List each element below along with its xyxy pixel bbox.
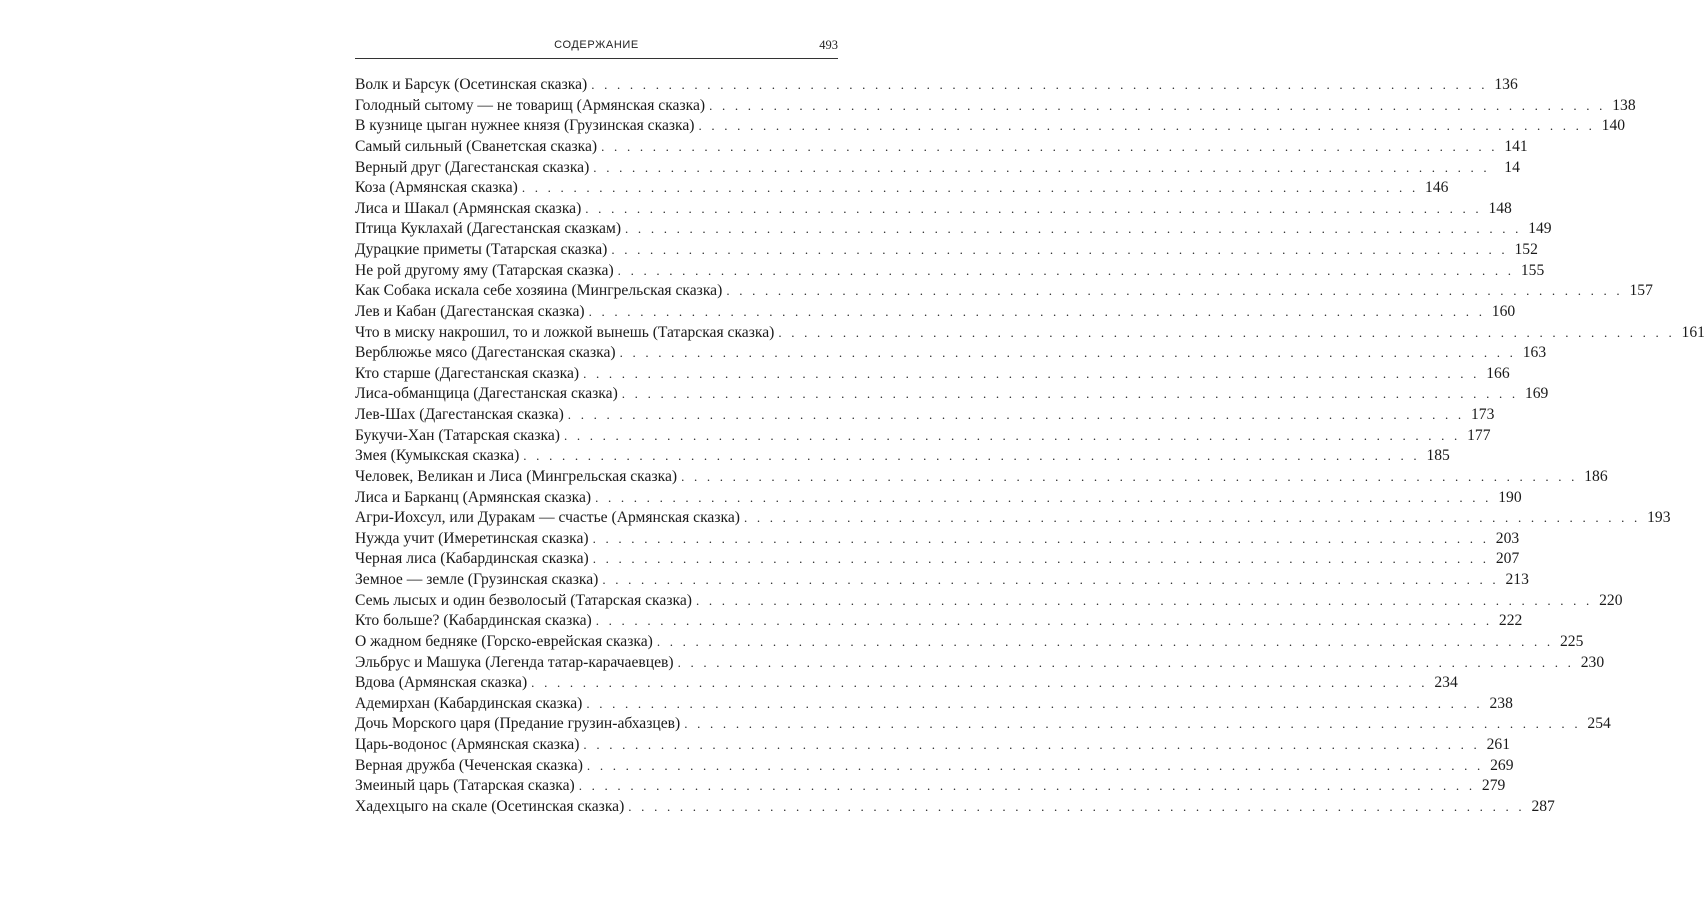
toc-entry-title: Змеиный царь (Татарская сказка)	[355, 777, 575, 795]
toc-entry	[355, 591, 1623, 612]
toc-entry-page: 193	[1647, 509, 1671, 527]
dot-leader	[585, 199, 1482, 220]
toc-entry	[355, 467, 1608, 488]
toc-entry-title: Нужда учит (Имеретинская сказка)	[355, 529, 589, 547]
section-title: СОДЕРЖАНИЕ	[554, 39, 639, 51]
dot-leader	[593, 529, 1490, 550]
toc-entry-page: 269	[1490, 756, 1514, 774]
toc-entry-title: Букучи-Хан (Татарская сказка)	[355, 426, 560, 444]
toc-entry-page: 238	[1489, 694, 1513, 712]
toc-entry-page: 14	[1504, 158, 1520, 176]
dot-leader	[531, 673, 1428, 694]
toc-entry	[355, 694, 1513, 715]
dot-leader	[564, 426, 1461, 447]
toc-entry-page: 160	[1491, 302, 1516, 320]
dot-leader	[628, 797, 1525, 818]
toc-entry	[355, 261, 1545, 282]
page-number: 493	[819, 38, 838, 52]
dot-leader	[618, 261, 1515, 282]
toc-entry	[355, 96, 1636, 117]
toc-entry-page: 287	[1531, 797, 1555, 815]
toc-entry-page: 230	[1580, 653, 1605, 671]
dot-leader	[611, 240, 1508, 261]
toc-entry	[355, 240, 1538, 261]
toc-entry	[355, 199, 1512, 220]
toc-entry-page: 225	[1560, 632, 1584, 650]
dot-leader	[681, 467, 1578, 488]
dot-leader	[593, 549, 1490, 570]
toc-entry	[355, 426, 1491, 447]
toc-entry-title: Верная дружба (Чеченская сказка)	[355, 756, 583, 774]
dot-leader	[726, 281, 1623, 302]
toc-entry-page: 186	[1584, 467, 1608, 485]
toc-entry-title: Человек, Великан и Лиса (Мингрельская сказка)	[355, 467, 678, 485]
toc-entry-title: Хадехцыго на скале (Осетинская сказка)	[355, 797, 625, 815]
toc-entry-page: 166	[1486, 364, 1510, 382]
dot-leader	[678, 653, 1575, 674]
toc-entry-title: Семь лысых и один безволосый (Татарская сказка)	[355, 591, 692, 609]
toc-entry	[355, 364, 1510, 385]
toc-entry	[355, 611, 1523, 632]
toc-entry-title: Верблюжье мясо (Дагестанская сказка)	[355, 344, 616, 362]
toc-entry-page: 169	[1524, 385, 1549, 403]
toc-entry-title: Верный друг (Дагестанская сказка)	[355, 158, 590, 176]
dot-leader	[589, 302, 1486, 323]
toc-entry-title: Эльбрус и Машука (Легенда татар-карачаевцев)	[355, 653, 674, 671]
toc-entry-page: 177	[1467, 426, 1491, 444]
toc-entry-title: Змея (Кумыкская сказка)	[355, 447, 520, 465]
dot-leader	[620, 343, 1517, 364]
toc-entry-title: Царь-водонос (Армянская сказка)	[355, 736, 580, 753]
toc-entry-page: 148	[1488, 199, 1512, 217]
toc-entry	[355, 323, 1705, 344]
toc-entry-title: Лиса-обманщица (Дагестанская сказка)	[355, 385, 618, 403]
dot-leader	[657, 632, 1554, 653]
dot-leader	[586, 694, 1483, 715]
toc-entry	[355, 219, 1552, 240]
toc-entry-title: Голодный сытому — не товарищ (Армянская сказка)	[355, 96, 706, 114]
toc-entry-title: Кто больше? (Кабардинская сказка)	[355, 612, 592, 630]
toc-entry-page: 185	[1426, 447, 1450, 465]
running-head	[355, 36, 838, 59]
dot-leader	[583, 735, 1480, 756]
toc-entry-page: 190	[1498, 488, 1522, 506]
toc-entry-title: Что в миску накрошил, то и ложкой вынешь (Татарская сказка)	[355, 323, 775, 341]
toc-entry	[355, 776, 1506, 797]
toc-entry-title: Черная лиса (Кабардинская сказка)	[355, 550, 589, 568]
toc-entry	[355, 549, 1520, 570]
dot-leader	[602, 570, 1499, 591]
dot-leader	[709, 96, 1606, 117]
toc-entry-title: Лиса и Барканц (Армянская сказка)	[355, 488, 592, 506]
table-of-contents	[355, 75, 1705, 818]
toc-entry	[355, 714, 1611, 735]
toc-entry-title: Дурацкие приметы (Татарская сказка)	[355, 241, 608, 258]
toc-entry	[355, 508, 1671, 529]
toc-entry-page: 155	[1520, 261, 1545, 279]
toc-entry-title: В кузнице цыган нужнее князя (Грузинская сказка)	[355, 117, 695, 135]
toc-entry	[355, 570, 1529, 591]
toc-entry-page: 140	[1601, 117, 1626, 135]
dot-leader	[778, 323, 1675, 344]
dot-leader	[696, 591, 1593, 612]
toc-entry-title: Лев-Шах (Дагестанская сказка)	[355, 406, 564, 423]
dot-leader	[684, 714, 1581, 735]
toc-entry	[355, 673, 1458, 694]
dot-leader	[583, 364, 1480, 385]
toc-entry	[355, 735, 1510, 756]
book-page	[355, 36, 1705, 818]
dot-leader	[593, 158, 1490, 179]
toc-entry	[355, 632, 1584, 653]
toc-entry	[355, 281, 1653, 302]
toc-entry-title: Лев и Кабан (Дагестанская сказка)	[355, 302, 585, 320]
toc-entry-title: Адемирхан (Кабардинская сказка)	[355, 694, 583, 712]
toc-entry-page: 254	[1587, 715, 1611, 733]
toc-entry-page: 261	[1486, 736, 1510, 753]
toc-entry-page: 152	[1514, 241, 1538, 258]
toc-entry	[355, 302, 1516, 323]
toc-entry	[355, 116, 1626, 137]
toc-entry-page: 136	[1494, 76, 1518, 93]
toc-entry	[355, 75, 1518, 96]
toc-entry-page: 234	[1434, 674, 1458, 692]
dot-leader	[587, 756, 1484, 777]
toc-entry-page: 163	[1522, 344, 1547, 362]
dot-leader	[625, 219, 1522, 240]
toc-entry-page: 220	[1599, 591, 1623, 609]
toc-entry-title: Вдова (Армянская сказка)	[355, 674, 528, 692]
dot-leader	[601, 137, 1498, 158]
dot-leader	[595, 488, 1492, 509]
toc-entry-page: 149	[1528, 220, 1552, 238]
toc-entry-title: Птица Куклахай (Дагестанская сказкам)	[355, 220, 622, 238]
toc-entry-title: Волк и Барсук (Осетинская сказка)	[355, 76, 588, 93]
toc-entry-page: 157	[1629, 282, 1653, 300]
toc-entry-page: 207	[1495, 550, 1520, 568]
toc-entry-title: Не рой другому яму (Татарская сказка)	[355, 261, 614, 279]
toc-entry-page: 222	[1498, 612, 1523, 630]
dot-leader	[622, 384, 1519, 405]
dot-leader	[744, 508, 1641, 529]
toc-entry-title: Агри-Иохсул, или Дуракам — счастье (Армянская сказка)	[355, 509, 740, 527]
toc-entry	[355, 446, 1450, 467]
dot-leader	[698, 116, 1595, 137]
toc-entry-title: О жадном бедняке (Горско-еврейская сказка)	[355, 632, 653, 650]
toc-entry-title: Лиса и Шакал (Армянская сказка)	[355, 199, 582, 217]
toc-entry-page: 173	[1470, 406, 1495, 423]
toc-entry	[355, 653, 1605, 674]
toc-entry-title: Кто старше (Дагестанская сказка)	[355, 364, 580, 382]
dot-leader	[522, 178, 1419, 199]
toc-entry-title: Коза (Армянская сказка)	[355, 179, 518, 197]
toc-entry-title: Дочь Морского царя (Предание грузин-абхазцев)	[355, 715, 681, 733]
toc-entry-title: Самый сильный (Сванетская сказка)	[355, 137, 598, 155]
toc-entry	[355, 797, 1555, 818]
dot-leader	[523, 446, 1420, 467]
toc-entry-page: 213	[1505, 571, 1529, 588]
toc-entry-title: Земное — земле (Грузинская сказка)	[355, 571, 599, 588]
toc-entry	[355, 756, 1514, 777]
toc-entry	[355, 488, 1522, 509]
dot-leader	[591, 75, 1488, 96]
toc-entry	[355, 343, 1547, 364]
toc-entry-page: 161	[1681, 323, 1705, 341]
toc-entry	[355, 137, 1528, 158]
toc-entry	[355, 178, 1449, 199]
toc-entry-title: Как Собака искала себе хозяина (Мингрельская сказка)	[355, 282, 723, 300]
dot-leader	[568, 405, 1465, 426]
toc-entry-page: 279	[1481, 777, 1506, 795]
dot-leader	[579, 776, 1476, 797]
toc-entry-page: 146	[1425, 179, 1449, 197]
toc-entry-page: 141	[1504, 137, 1528, 155]
toc-entry	[355, 529, 1520, 550]
toc-entry	[355, 405, 1495, 426]
toc-entry	[355, 158, 1520, 179]
toc-entry	[355, 384, 1549, 405]
toc-entry-page: 138	[1612, 96, 1636, 114]
dot-leader	[596, 611, 1493, 632]
toc-entry-page: 203	[1495, 529, 1520, 547]
